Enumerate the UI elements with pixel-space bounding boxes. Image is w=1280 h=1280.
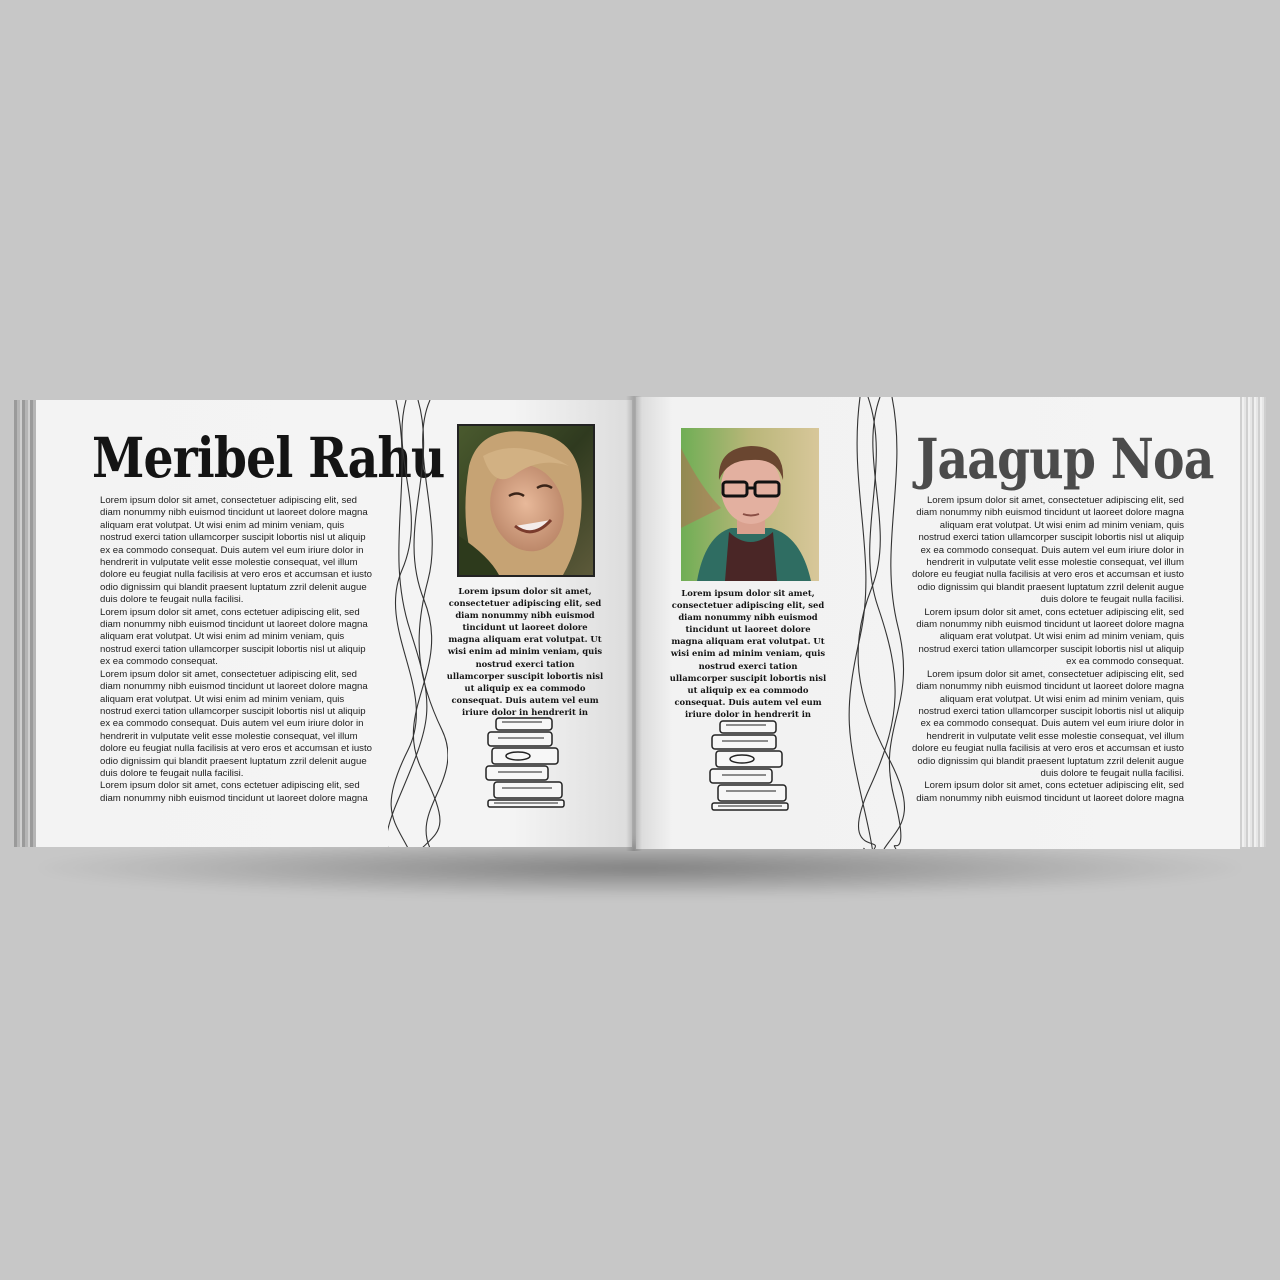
left-page-photo-caption: Lorem ipsum dolor sit amet, consectetuer adipiscing elit, sed diam nonummy nibh euismod tincidunt ut laoreet dolore magna aliquam erat volutpat. Ut wisi enim ad minim veniam, quis nostrud exerci tation ullamcorper suscipit lobortis nisl ut aliquip ex ea commodo consequat. Duis autem vel eum iriure dolor in hendrerit in — [446, 586, 604, 717]
jaagup-noa-portrait — [681, 428, 819, 581]
left-page-body-text: Lorem ipsum dolor sit amet, consectetuer adipiscing elit, sed diam nonummy nibh euismod tincidunt ut laoreet dolore magna aliquam erat volutpat. Ut wisi enim ad minim veniam, quis nostrud exerci tation ullamcorper suscipit lobortis nisl ut aliquip ex ea commodo consequat. Duis autem vel eum iriure dolor in hendrerit in vulputate velit esse molestie consequat, vel illum dolore eu feugiat nulla facilisis at vero eros et accumsan et iusto odio dignissim qui blandit praesent luptatum zzril delenit augue duis dolore te feugait nulla facilisi. Lorem ipsum dolor sit amet, cons ectetuer adipiscing elit, sed diam nonummy nibh euismod tincidunt ut laoreet dolore magna aliquam erat volutpat. Ut wisi enim ad minim veniam, quis nostrud exerci tation ullamcorper suscipit lobortis nisl ut aliquip ex ea commodo consequat. Lorem ipsum dolor sit amet, consectetuer adipiscing elit, sed diam nonummy nibh euismod tincidunt ut laoreet dolore magna aliquam erat volutpat. Ut wisi enim ad minim veniam, quis nostrud exerci tation ullamcorper suscipit lobortis nisl ut aliquip ex ea commodo consequat. Duis autem vel eum iriure dolor in hendrerit in vulputate velit esse molestie consequat, vel illum dolore eu feugiat nulla facilisis at vero eros et accumsan et iusto odio dignissim qui blandit praesent luptatum zzril delenit augue duis dolore te feugait nulla facilisi. Lorem ipsum dolor sit amet, cons ectetuer adipiscing elit, sed diam nonummy nibh euismod tincidunt ut laoreet dolore magna — [100, 495, 372, 804]
left-page-edges — [14, 400, 38, 847]
right-page-photo-caption: Lorem ipsum dolor sit amet, consectetuer adipiscing elit, sed diam nonummy nibh euismod tincidunt ut laoreet dolore magna aliquam erat volutpat. Ut wisi enim ad minim veniam, quis nostrud exerci tation ullamcorper suscipit lobortis nisl ut aliquip ex ea commodo consequat. Duis autem vel eum iriure dolor in hendrerit in — [669, 588, 827, 719]
left-page — [36, 400, 632, 847]
left-page-name-heading: Meribel Rahu — [92, 425, 445, 490]
decorative-vine-lines — [848, 397, 908, 849]
book-stack-icon — [484, 716, 568, 808]
decorative-vine-lines — [388, 400, 448, 847]
right-page-name-heading: Jaagup Noa — [916, 426, 1214, 491]
book-gutter — [626, 396, 642, 851]
meribel-rahu-portrait — [457, 424, 595, 577]
right-page-edges — [1238, 397, 1266, 847]
book-stack-icon — [708, 719, 792, 811]
right-page-body-text: Lorem ipsum dolor sit amet, consectetuer adipiscing elit, sed diam nonummy nibh euismod tincidunt ut laoreet dolore magna aliquam erat volutpat. Ut wisi enim ad minim veniam, quis nostrud exerci tation ullamcorper suscipit lobortis nisl ut aliquip ex ea commodo consequat. Duis autem vel eum iriure dolor in hendrerit in vulputate velit esse molestie consequat, vel illum dolore eu feugiat nulla facilisis at vero eros et accumsan et iusto odio dignissim qui blandit praesent luptatum zzril delenit augue duis dolore te feugait nulla facilisi. Lorem ipsum dolor sit amet, cons ectetuer adipiscing elit, sed diam nonummy nibh euismod tincidunt ut laoreet dolore magna aliquam erat volutpat. Ut wisi enim ad minim veniam, quis nostrud exerci tation ullamcorper suscipit lobortis nisl ut aliquip ex ea commodo consequat. Lorem ipsum dolor sit amet, consectetuer adipiscing elit, sed diam nonummy nibh euismod tincidunt ut laoreet dolore magna aliquam erat volutpat. Ut wisi enim ad minim veniam, quis nostrud exerci tation ullamcorper suscipit lobortis nisl ut aliquip ex ea commodo consequat. Duis autem vel eum iriure dolor in hendrerit in vulputate velit esse molestie consequat, vel illum dolore eu feugiat nulla facilisis at vero eros et accumsan et iusto odio dignissim qui blandit praesent luptatum zzril delenit augue duis dolore te feugait nulla facilisi. Lorem ipsum dolor sit amet, cons ectetuer adipiscing elit, sed diam nonummy nibh euismod tincidunt ut laoreet dolore magna — [912, 495, 1184, 804]
right-page — [636, 397, 1240, 849]
